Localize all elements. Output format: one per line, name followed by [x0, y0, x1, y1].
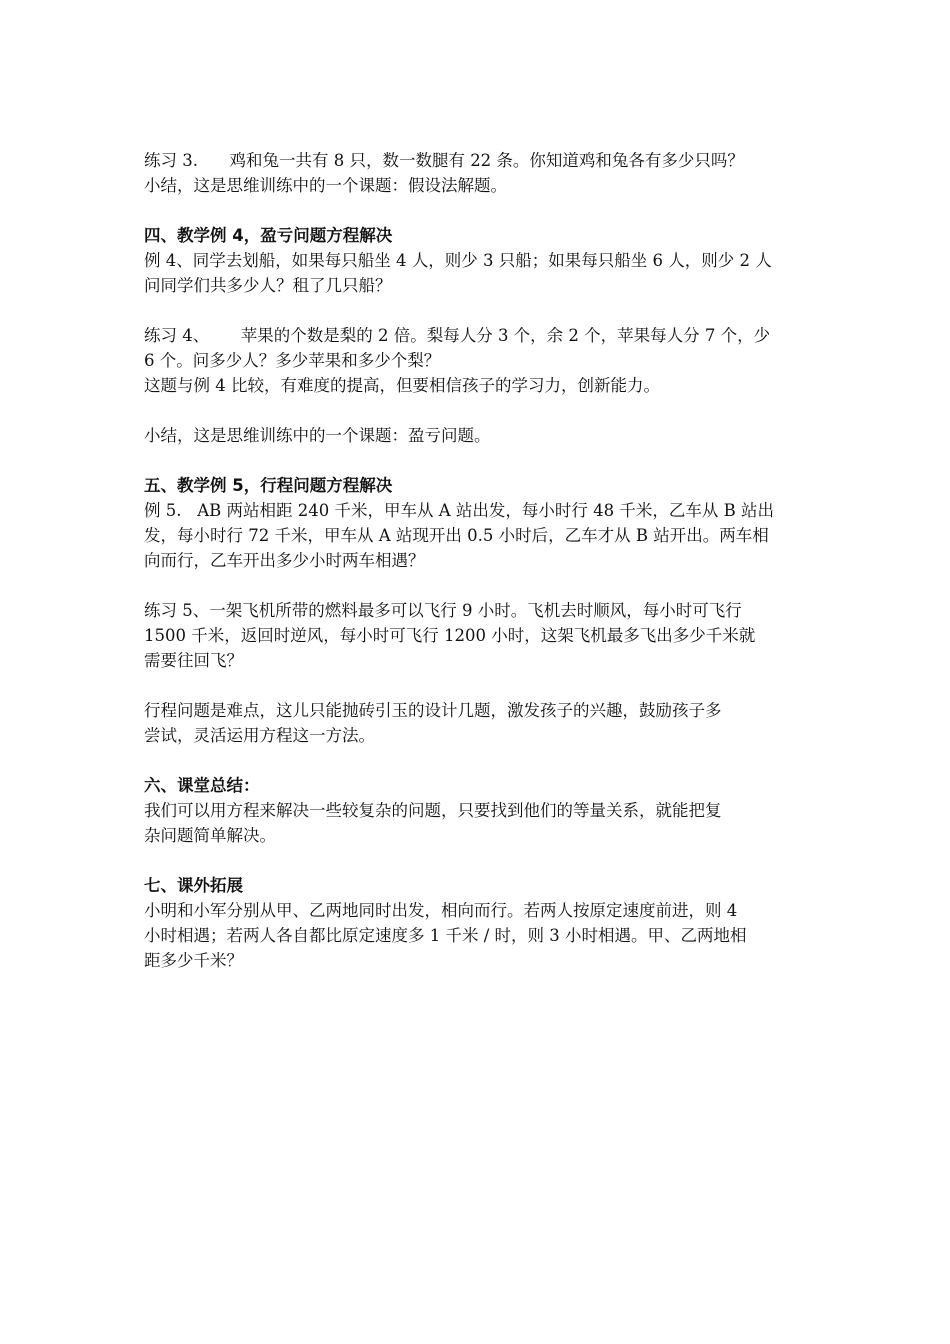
spacer — [144, 398, 812, 423]
section-4-summary: 小结，这是思维训练中的一个课题：盈亏问题。 — [144, 426, 491, 445]
spacer — [144, 448, 812, 473]
document-page — [144, 148, 812, 973]
section-7-line: 小时相遇；若两人各自都比原定速度多 1 千米 / 时，则 3 小时相遇。甲、乙两地相 — [144, 926, 747, 945]
section-5-note-line: 行程问题是难点，这儿只能抛砖引玉的设计几题，激发孩子的兴趣，鼓励孩子多 — [144, 701, 722, 720]
exercise-3-summary: 小结，这是思维训练中的一个课题：假设法解题。 — [144, 176, 507, 195]
exercise-5-line: 练习 5、一架飞机所带的燃料最多可以飞行 9 小时。飞机去时顺风，每小时可飞行 — [144, 601, 742, 620]
section-7 — [144, 873, 812, 973]
section-5 — [144, 473, 812, 748]
spacer — [144, 573, 812, 598]
spacer — [144, 298, 812, 323]
example-5-line: 向而行，乙车开出多少小时两车相遇？ — [144, 551, 425, 570]
spacer — [144, 673, 812, 698]
section-6 — [144, 773, 812, 848]
section-7-line: 小明和小军分别从甲、乙两地同时出发，相向而行。若两人按原定速度前进，则 4 — [144, 901, 738, 920]
section-5-heading: 五、教学例 5，行程问题方程解决 — [144, 476, 393, 495]
section-6-heading: 六、课堂总结： — [144, 776, 260, 795]
section-4 — [144, 223, 812, 448]
section-4-heading: 四、教学例 4，盈亏问题方程解决 — [144, 226, 393, 245]
section-6-line: 我们可以用方程来解决一些较复杂的问题，只要找到他们的等量关系，就能把复 — [144, 801, 722, 820]
section-7-line: 距多少千米？ — [144, 951, 243, 970]
spacer — [144, 748, 812, 773]
exercise-3-block — [144, 148, 812, 198]
exercise-5-line: 需要往回飞？ — [144, 651, 243, 670]
example-4-line: 问同学们共多少人？租了几只船？ — [144, 276, 392, 295]
exercise-3-question: 练习 3. 鸡和兔一共有 8 只，数一数腿有 22 条。你知道鸡和兔各有多少只吗？ — [144, 151, 744, 170]
exercise-4-comment: 这题与例 4 比较，有难度的提高，但要相信孩子的学习力，创新能力。 — [144, 376, 660, 395]
section-6-line: 杂问题简单解决。 — [144, 826, 276, 845]
example-5-line: 发，每小时行 72 千米，甲车从 A 站现开出 0.5 小时后，乙车才从 B 站开出。两车相 — [144, 526, 769, 545]
spacer — [144, 848, 812, 873]
exercise-4-line: 练习 4、 苹果的个数是梨的 2 倍。梨每人分 3 个，余 2 个，苹果每人分 7 个，少 — [144, 326, 771, 345]
example-5-line: 例 5. AB 两站相距 240 千米，甲车从 A 站出发，每小时行 48 千米，乙车从 B 站出 — [144, 501, 774, 520]
spacer — [144, 198, 812, 223]
exercise-4-line: 6 个。问多少人？多少苹果和多少个梨？ — [144, 351, 441, 370]
section-5-note-line: 尝试，灵活运用方程这一方法。 — [144, 726, 375, 745]
exercise-5-line: 1500 千米，返回时逆风，每小时可飞行 1200 小时，这架飞机最多飞出多少千米就 — [144, 626, 756, 645]
section-7-heading: 七、课外拓展 — [144, 876, 243, 895]
example-4-line: 例 4、同学去划船，如果每只船坐 4 人，则少 3 只船；如果每只船坐 6 人，则少 2 人 — [144, 251, 772, 270]
